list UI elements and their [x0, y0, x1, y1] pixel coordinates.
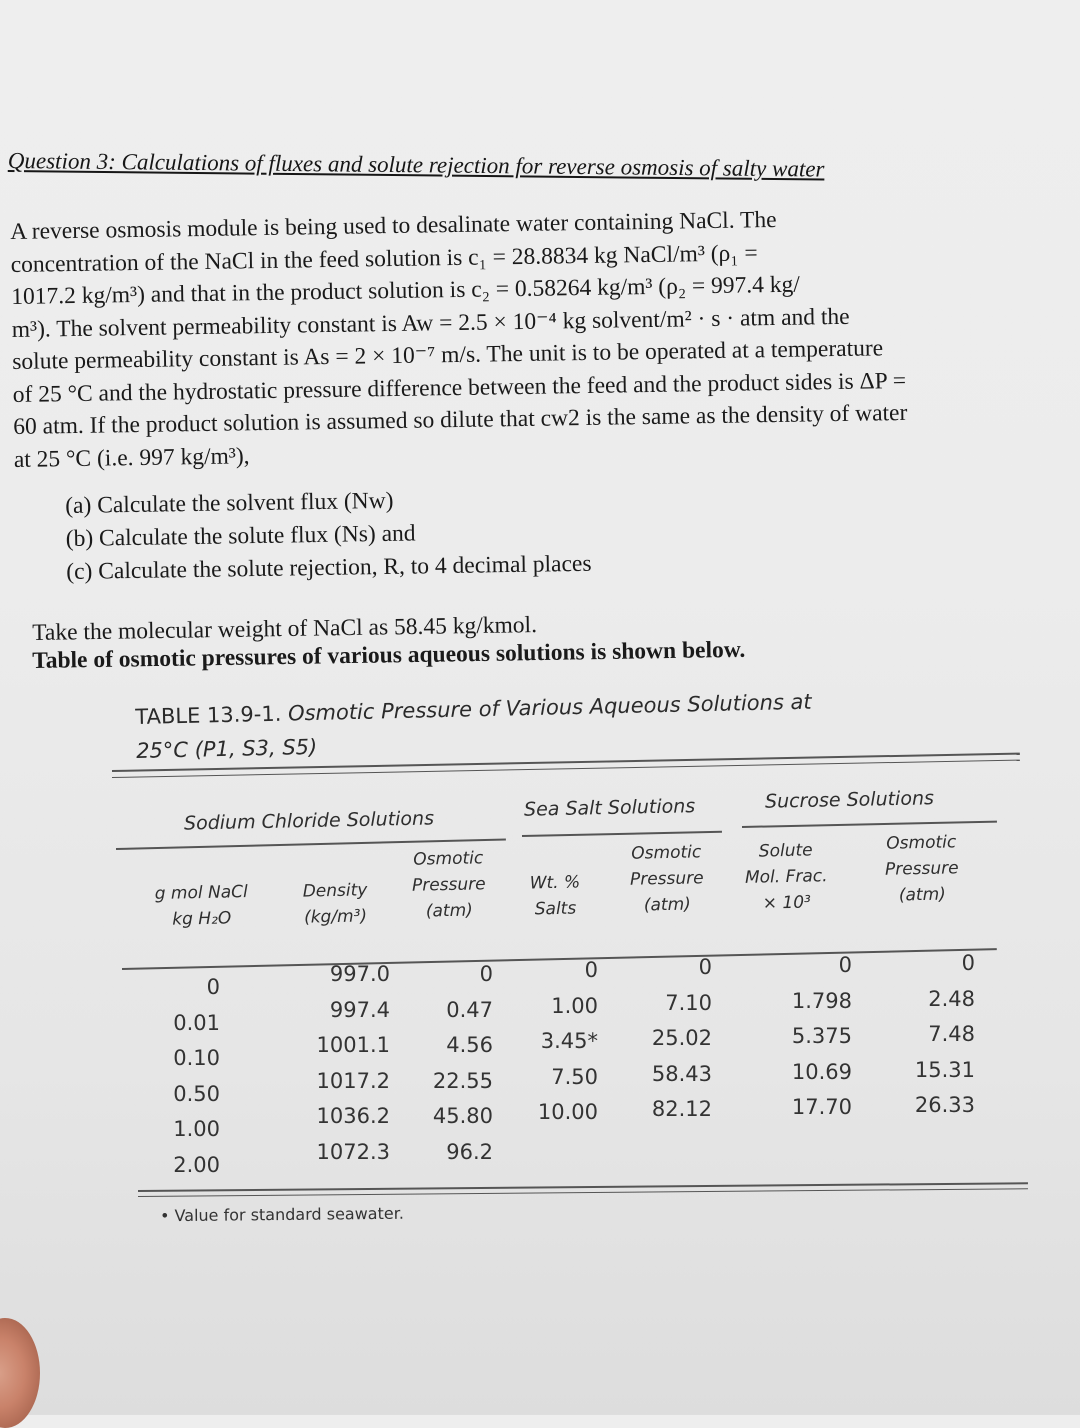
col-header-molality: g mol NaCl kg H₂O: [154, 882, 248, 930]
table-cell: 17.70: [791, 1095, 852, 1119]
table-cell: 0: [698, 955, 712, 979]
col-header-nacl-pressure: Osmotic Pressure (atm): [411, 848, 486, 922]
table-cell: 1.00: [173, 1117, 220, 1141]
table-label: TABLE 13.9-1.: [135, 701, 282, 729]
table-intro: Table of osmotic pressures of various aqueous solutions is shown below.: [32, 636, 746, 674]
table-cell: 3.45*: [540, 1029, 598, 1053]
paragraph-line: at 25 °C (i.e. 997 kg/m³),: [13, 442, 250, 473]
col-header-sucrose-pressure: Osmotic Pressure (atm): [884, 832, 959, 906]
table-cell: 82.12: [651, 1097, 712, 1121]
table-cell: 0: [961, 951, 975, 975]
paragraph-line: solute permeability constant is As = 2 × 10⁻⁷ m/s. The unit is to be operated at a temperature: [12, 335, 884, 375]
molecular-weight-note: Take the molecular weight of NaCl as 58.45 kg/kmol.: [32, 612, 538, 646]
table-cell: 10.00: [537, 1100, 598, 1124]
table-cell: 997.4: [329, 997, 390, 1022]
group-rule-seasalt: [522, 831, 722, 837]
task-item-a: (a) Calculate the solvent flux (Nw): [65, 487, 394, 519]
paragraph-line: A reverse osmosis module is being used to desalinate water containing NaCl. The: [10, 206, 777, 245]
table-cell: 0.47: [446, 997, 493, 1022]
paragraph-line: 1017.2 kg/m³) and that in the product solution is c₂ = 0.58264 kg/m³ (ρ₂ = 997.4 kg/: [11, 271, 801, 310]
table-cell: 0.01: [173, 1010, 220, 1035]
table-cell: 15.31: [914, 1057, 975, 1082]
table-cell: 5.375: [791, 1024, 852, 1048]
table-cell: 0.10: [173, 1046, 220, 1070]
table-cell: 1072.3: [316, 1139, 390, 1164]
table-cell: 1001.1: [316, 1033, 390, 1057]
table-cell: 7.48: [928, 1022, 975, 1046]
table-footnote: • Value for standard seawater.: [159, 1203, 404, 1226]
col-header-wt-salts: Wt. % Salts: [529, 872, 581, 920]
table-cell: 1.798: [791, 988, 852, 1013]
table-cell: 0: [206, 975, 220, 999]
table-cell: 0.50: [173, 1081, 220, 1106]
table-cell: 58.43: [651, 1061, 712, 1086]
problem-paragraph: [10, 200, 1029, 476]
paragraph-line: 60 atm. If the product solution is assumed so dilute that cw2 is the same as the density of water: [13, 399, 908, 440]
table-cell: 0: [584, 958, 598, 982]
table-cell: 2.48: [928, 986, 975, 1011]
group-header-sucrose: Sucrose Solutions: [764, 787, 935, 813]
paragraph-line: m³). The solvent permeability constant is Aw = 2.5 × 10⁻⁴ kg solvent/m² · s · atm and the: [11, 303, 850, 343]
task-item-b: (b) Calculate the solute flux (Ns) and: [65, 520, 416, 552]
table-cell: 0: [479, 962, 493, 986]
table-cell: 1017.2: [316, 1068, 390, 1093]
col-header-mol-frac: Solute Mol. Frac. × 10³: [744, 840, 828, 914]
table-cell: 1.00: [551, 993, 598, 1018]
task-item-c: (c) Calculate the solute rejection, R, to 4 decimal places: [66, 550, 592, 585]
paragraph-line: of 25 °C and the hydrostatic pressure difference between the feed and the product sides is ΔP =: [12, 367, 907, 408]
group-header-nacl: Sodium Chloride Solutions: [183, 807, 435, 835]
table-cell: 0: [838, 953, 852, 977]
question-title: Question 3: Calculations of fluxes and solute rejection for reverse osmosis of salty water: [7, 148, 825, 182]
table-cell: 26.33: [914, 1093, 975, 1117]
table-cell: 96.2: [446, 1139, 493, 1164]
thumb-photo-edge: [0, 1318, 40, 1428]
table-title: Osmotic Pressure of Various Aqueous Solutions at: [287, 689, 812, 726]
table-cell: 25.02: [651, 1026, 712, 1050]
table-cell: 2.00: [173, 1152, 220, 1177]
table-cell: 10.69: [791, 1059, 852, 1084]
table-cell: 45.80: [432, 1104, 493, 1128]
group-rule-sucrose: [742, 821, 997, 828]
col-header-density: Density (kg/m³): [302, 880, 368, 928]
group-header-seasalt: Sea Salt Solutions: [523, 795, 696, 821]
table-cell: 997.0: [329, 962, 390, 986]
table-cell: 1036.2: [316, 1104, 390, 1128]
table-cell: 7.50: [551, 1064, 598, 1089]
table-bottom-rule: [138, 1182, 1028, 1192]
header-bottom-rule: [122, 948, 997, 969]
table-title-line2: 25°C (P1, S3, S5): [135, 734, 318, 763]
col-header-seasalt-pressure: Osmotic Pressure (atm): [629, 842, 704, 916]
task-list: [65, 482, 592, 589]
table-cell: 22.55: [432, 1068, 493, 1093]
table-cell: 7.10: [665, 990, 712, 1015]
paragraph-line: concentration of the NaCl in the feed solution is c₁ = 28.8834 kg NaCl/m³ (ρ₁ =: [10, 239, 758, 278]
table-cell: 4.56: [446, 1033, 493, 1057]
table-caption: [135, 685, 813, 768]
